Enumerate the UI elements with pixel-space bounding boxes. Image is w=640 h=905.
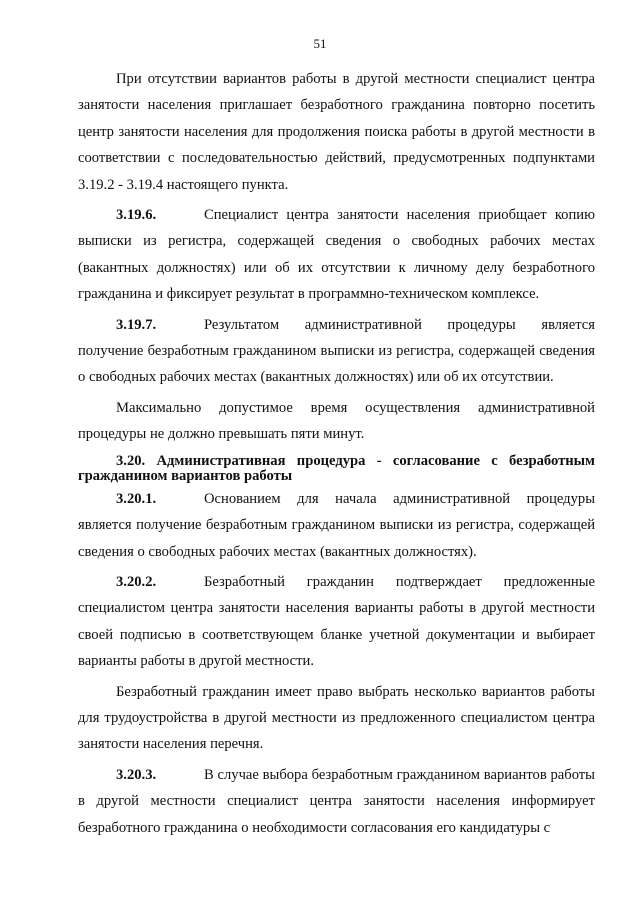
paragraph-3-19-7: 3.19.7. Результатом административной процедуры является получение безработным гражданином выписки из регистра, содержащей сведения о свободных рабочих местах (вакантных должностях) или об их отсутствии. <box>78 312 595 391</box>
clause-number: 3.20.3. <box>116 766 157 783</box>
paragraph: Максимально допустимое время осуществления административной процедуры не должно превышать пяти минут. <box>78 399 595 443</box>
paragraph-3-20-1: 3.20.1. Основанием для начала административной процедуры является получение безработным гражданином выписки из регистра, содержащей сведения о свободных рабочих местах (вакантных должностях). <box>78 486 595 565</box>
clause-number: 3.20.2. <box>116 573 157 590</box>
page-number: 51 <box>313 36 327 51</box>
section-heading-3-20: 3.20. Административная процедура - согласование с безработным гражданином вариантов работы <box>78 452 595 484</box>
paragraph-3-20-3: 3.20.3. В случае выбора безработным гражданином вариантов работы в другой местности специалист центра занятости населения информирует безработного гражданина о необходимости согласования его кандидатуры с <box>78 762 595 841</box>
paragraph-3-20-2: 3.20.2. Безработный гражданин подтверждает предложенные специалистом центра занятости населения варианты работы в другой местности своей подписью в соответствующем бланке учетной документации и выбирает варианты работы в другой местности. <box>78 569 595 675</box>
paragraph: При отсутствии вариантов работы в другой местности специалист центра занятости населения приглашает безработного гражданина повторно посетить центр занятости населения для продолжения поиска работы в другой местности в соответствии с последовательностью действий, предусмотренных подпунктами 3.19.2 - 3.19.4 настоящего пункта. <box>78 71 595 193</box>
clause-number: 3.19.6. <box>116 207 157 224</box>
clause-number: 3.19.7. <box>116 316 157 333</box>
clause-number: 3.20.1. <box>116 490 157 507</box>
document-body <box>78 66 595 841</box>
paragraph-3-19-6: 3.19.6. Специалист центра занятости населения приобщает копию выписки из регистра, содержащей сведения о свободных рабочих местах (вакантных должностях) или об их отсутствии к личному делу безработного гражданина и фиксирует результат в программно-техническом комплексе. <box>78 202 595 308</box>
paragraph: Безработный гражданин имеет право выбрать несколько вариантов работы для трудоустройства в другой местности из предложенного специалистом центра занятости населения перечня. <box>78 683 595 753</box>
